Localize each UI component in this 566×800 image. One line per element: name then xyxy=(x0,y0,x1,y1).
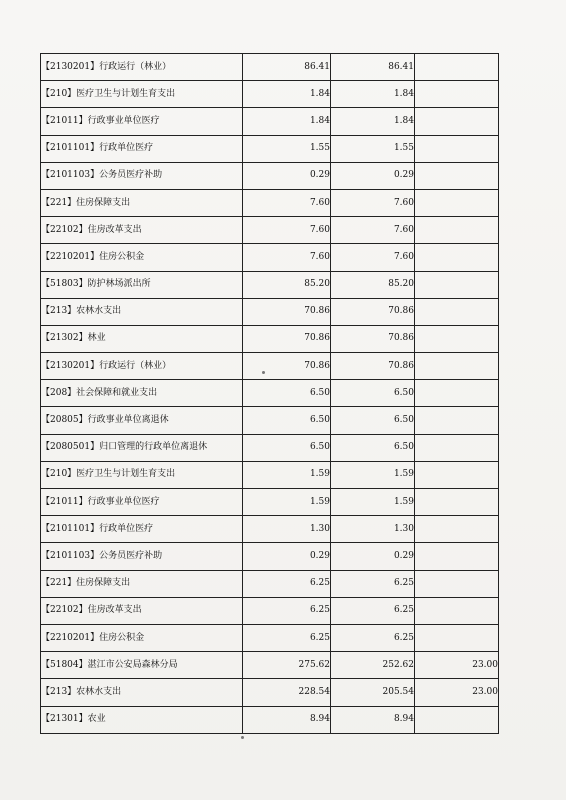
amount-project xyxy=(415,489,499,516)
amount-total: 0.29 xyxy=(243,543,331,570)
table-row xyxy=(41,489,499,516)
amount-project xyxy=(415,434,499,461)
amount-total: 6.50 xyxy=(243,380,331,407)
item-name: 【2101101】行政单位医疗 xyxy=(41,135,243,162)
item-name: 【21011】行政事业单位医疗 xyxy=(41,489,243,516)
amount-total: 8.94 xyxy=(243,706,331,733)
amount-basic: 6.25 xyxy=(331,570,415,597)
amount-project xyxy=(415,516,499,543)
amount-basic: 8.94 xyxy=(331,706,415,733)
amount-project xyxy=(415,298,499,325)
amount-project: 23.00 xyxy=(415,652,499,679)
amount-basic: 205.54 xyxy=(331,679,415,706)
item-name: 【20805】行政事业单位离退休 xyxy=(41,407,243,434)
amount-basic: 7.60 xyxy=(331,217,415,244)
amount-total: 7.60 xyxy=(243,244,331,271)
amount-project xyxy=(415,407,499,434)
item-name: 【210】医疗卫生与计划生育支出 xyxy=(41,461,243,488)
amount-project xyxy=(415,108,499,135)
amount-basic: 6.25 xyxy=(331,624,415,651)
item-name: 【51804】湛江市公安局森林分局 xyxy=(41,652,243,679)
amount-project: 23.00 xyxy=(415,679,499,706)
item-name: 【2080501】归口管理的行政单位离退休 xyxy=(41,434,243,461)
amount-basic: 70.86 xyxy=(331,298,415,325)
scan-speck xyxy=(241,736,244,739)
table-row xyxy=(41,624,499,651)
amount-total: 1.30 xyxy=(243,516,331,543)
amount-total: 86.41 xyxy=(243,54,331,81)
amount-project xyxy=(415,135,499,162)
amount-basic: 0.29 xyxy=(331,543,415,570)
amount-basic: 1.59 xyxy=(331,489,415,516)
amount-total: 6.50 xyxy=(243,434,331,461)
amount-basic: 6.50 xyxy=(331,407,415,434)
item-name: 【2130201】行政运行（林业） xyxy=(41,353,243,380)
amount-basic: 1.30 xyxy=(331,516,415,543)
amount-total: 70.86 xyxy=(243,298,331,325)
table-row xyxy=(41,353,499,380)
amount-basic: 6.50 xyxy=(331,380,415,407)
amount-basic: 86.41 xyxy=(331,54,415,81)
table-row xyxy=(41,298,499,325)
amount-basic: 6.25 xyxy=(331,597,415,624)
amount-project xyxy=(415,461,499,488)
amount-total: 85.20 xyxy=(243,271,331,298)
amount-basic: 6.50 xyxy=(331,434,415,461)
amount-total: 0.29 xyxy=(243,162,331,189)
item-name: 【51803】防护林场派出所 xyxy=(41,271,243,298)
item-name: 【2101103】公务员医疗补助 xyxy=(41,543,243,570)
amount-total: 1.84 xyxy=(243,108,331,135)
item-name: 【22102】住房改革支出 xyxy=(41,597,243,624)
amount-project xyxy=(415,54,499,81)
table-row xyxy=(41,434,499,461)
table-row xyxy=(41,81,499,108)
amount-basic: 1.59 xyxy=(331,461,415,488)
table-row xyxy=(41,461,499,488)
table-row xyxy=(41,271,499,298)
amount-project xyxy=(415,217,499,244)
table-row xyxy=(41,135,499,162)
amount-project xyxy=(415,624,499,651)
table-row xyxy=(41,407,499,434)
amount-project xyxy=(415,543,499,570)
table-row xyxy=(41,244,499,271)
amount-total: 1.59 xyxy=(243,489,331,516)
table-row xyxy=(41,706,499,733)
amount-basic: 1.84 xyxy=(331,81,415,108)
amount-project xyxy=(415,570,499,597)
amount-project xyxy=(415,706,499,733)
amount-total: 1.59 xyxy=(243,461,331,488)
item-name: 【213】农林水支出 xyxy=(41,679,243,706)
amount-total: 1.55 xyxy=(243,135,331,162)
table-row xyxy=(41,652,499,679)
amount-basic: 7.60 xyxy=(331,244,415,271)
amount-project xyxy=(415,189,499,216)
amount-project xyxy=(415,271,499,298)
amount-project xyxy=(415,597,499,624)
item-name: 【21302】林业 xyxy=(41,325,243,352)
table-row xyxy=(41,679,499,706)
amount-total: 6.50 xyxy=(243,407,331,434)
item-name: 【2101103】公务员医疗补助 xyxy=(41,162,243,189)
amount-total: 6.25 xyxy=(243,624,331,651)
amount-total: 6.25 xyxy=(243,570,331,597)
amount-total: 275.62 xyxy=(243,652,331,679)
table-row xyxy=(41,54,499,81)
table-row xyxy=(41,570,499,597)
amount-total: 70.86 xyxy=(243,353,331,380)
amount-project xyxy=(415,244,499,271)
item-name: 【2210201】住房公积金 xyxy=(41,244,243,271)
amount-basic: 1.55 xyxy=(331,135,415,162)
table-row xyxy=(41,325,499,352)
amount-basic: 70.86 xyxy=(331,353,415,380)
table-row xyxy=(41,108,499,135)
amount-project xyxy=(415,325,499,352)
table-row xyxy=(41,189,499,216)
table-row xyxy=(41,217,499,244)
item-name: 【2130201】行政运行（林业） xyxy=(41,54,243,81)
table-row xyxy=(41,516,499,543)
amount-basic: 252.62 xyxy=(331,652,415,679)
amount-basic: 7.60 xyxy=(331,189,415,216)
amount-total: 1.84 xyxy=(243,81,331,108)
item-name: 【21301】农业 xyxy=(41,706,243,733)
amount-total: 70.86 xyxy=(243,325,331,352)
scan-speck xyxy=(262,371,265,374)
amount-total: 6.25 xyxy=(243,597,331,624)
table-row xyxy=(41,597,499,624)
table-row xyxy=(41,162,499,189)
table-row xyxy=(41,543,499,570)
amount-basic: 1.84 xyxy=(331,108,415,135)
item-name: 【22102】住房改革支出 xyxy=(41,217,243,244)
item-name: 【221】住房保障支出 xyxy=(41,570,243,597)
amount-total: 228.54 xyxy=(243,679,331,706)
item-name: 【2101101】行政单位医疗 xyxy=(41,516,243,543)
item-name: 【221】住房保障支出 xyxy=(41,189,243,216)
amount-basic: 85.20 xyxy=(331,271,415,298)
amount-basic: 70.86 xyxy=(331,325,415,352)
item-name: 【213】农林水支出 xyxy=(41,298,243,325)
item-name: 【210】医疗卫生与计划生育支出 xyxy=(41,81,243,108)
amount-basic: 0.29 xyxy=(331,162,415,189)
item-name: 【21011】行政事业单位医疗 xyxy=(41,108,243,135)
amount-project xyxy=(415,353,499,380)
amount-total: 7.60 xyxy=(243,217,331,244)
budget-table xyxy=(40,53,499,734)
table-row xyxy=(41,380,499,407)
item-name: 【208】社会保障和就业支出 xyxy=(41,380,243,407)
amount-project xyxy=(415,162,499,189)
item-name: 【2210201】住房公积金 xyxy=(41,624,243,651)
amount-total: 7.60 xyxy=(243,189,331,216)
amount-project xyxy=(415,380,499,407)
amount-project xyxy=(415,81,499,108)
